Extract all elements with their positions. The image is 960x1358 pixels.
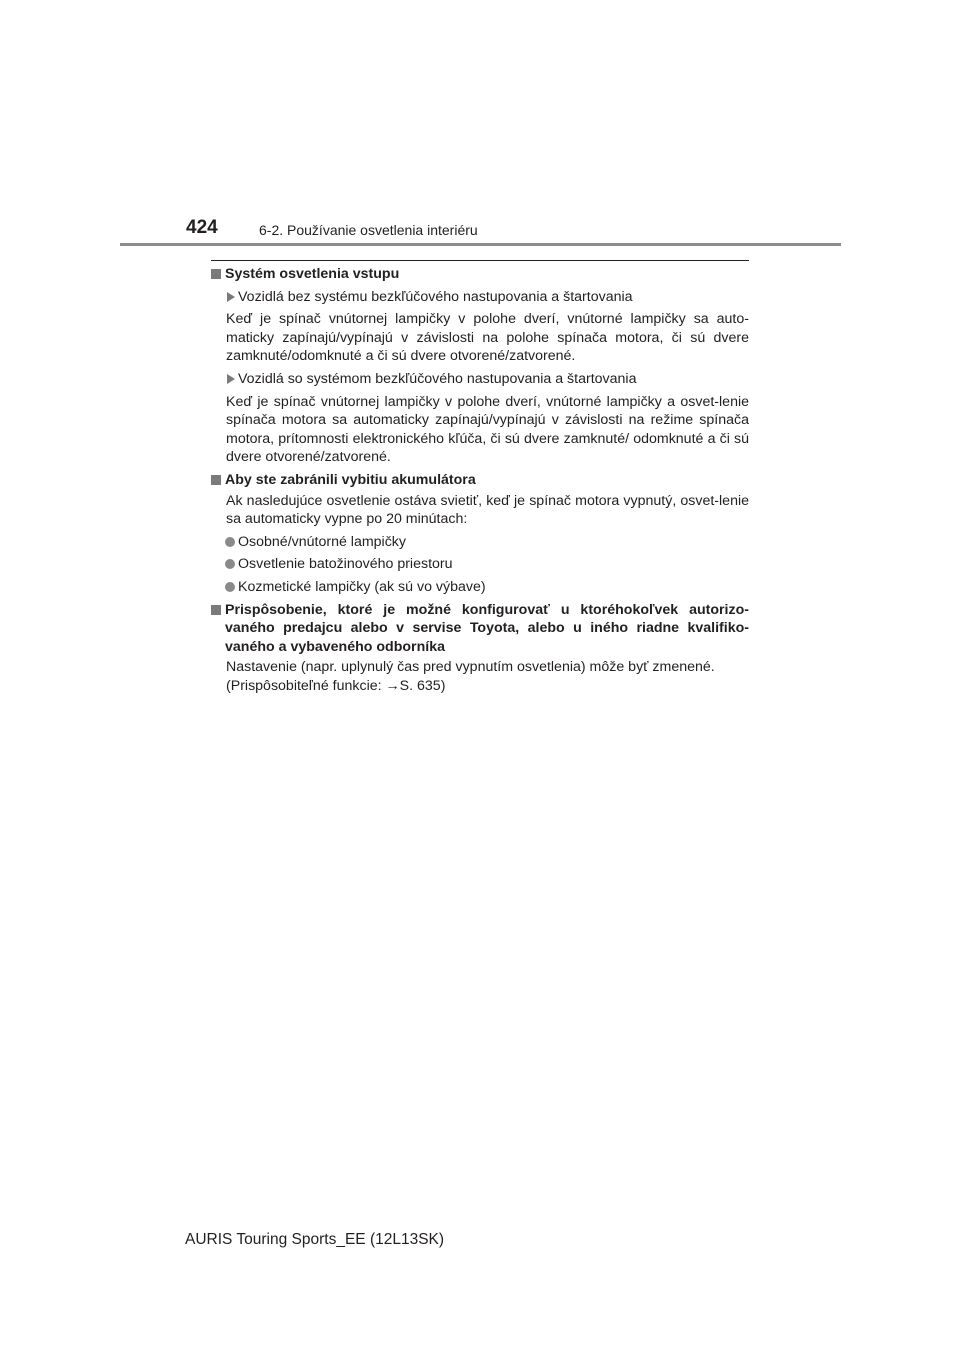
page-number: 424	[186, 217, 218, 238]
page-reference: (Prispôsobiteľné funkcie: →S. 635)	[226, 677, 446, 694]
section-rule	[211, 260, 749, 261]
square-bullet-icon	[211, 269, 221, 279]
subheading-text: Vozidlá so systémom bezkľúčového nastupovania a štartovania	[238, 370, 637, 387]
triangle-bullet-icon	[227, 374, 235, 384]
header-rule	[120, 243, 841, 246]
list-item	[211, 533, 749, 552]
section-heading	[211, 265, 749, 284]
paragraph: Keď je spínač vnútornej lampičky v polohe dverí, vnútorné lampičky sa auto-maticky zapínajú/vypínajú v závislosti na polohe spínača motora, či sú dvere zamknuté/odomknuté a či sú dvere otvorené/zatvorené.	[226, 311, 749, 365]
section-heading	[211, 601, 749, 657]
subheading-text: Vozidlá bez systému bezkľúčového nastupovania a štartovania	[238, 288, 633, 305]
heading-text: Systém osvetlenia vstupu	[225, 266, 400, 282]
circle-bullet-icon	[225, 582, 235, 592]
list-item-text: Osobné/vnútorné lampičky	[238, 533, 406, 550]
square-bullet-icon	[211, 605, 221, 615]
heading-text: Aby ste zabránili vybitiu akumulátora	[225, 471, 476, 488]
paragraph: Nastavenie (napr. uplynulý čas pred vypnutím osvetlenia) môže byť zmenené.	[226, 659, 715, 676]
triangle-bullet-icon	[227, 292, 235, 302]
paragraph: Ak nasledujúce osvetlenie ostáva svietiť, keď je spínač motora vypnutý, osvet-lenie sa automaticky vypne po 20 minútach:	[226, 492, 749, 528]
square-bullet-icon	[211, 475, 221, 485]
circle-bullet-icon	[225, 537, 235, 547]
footer-model: AURIS Touring Sports_EE (12L13SK)	[185, 1231, 445, 1248]
paragraph: Keď je spínač vnútornej lampičky v polohe dverí, vnútorné lampičky a osvet-lenie spínača motora sa automaticky zapínajú/vypínajú v závislosti na režime spínača motora, prítomnosti elektronického kľúča, či sú dvere zamknuté/ odomknuté a či sú dvere otvorené/zatvorené.	[226, 393, 749, 466]
circle-bullet-icon	[225, 559, 235, 569]
list-item	[211, 555, 749, 574]
list-item-text: Kozmetické lampičky (ak sú vo výbave)	[238, 578, 486, 595]
section-heading	[211, 471, 749, 490]
subheading	[211, 288, 749, 307]
chapter-title: 6-2. Používanie osvetlenia interiéru	[259, 222, 478, 238]
list-item	[211, 578, 749, 597]
list-item-text: Osvetlenie batožinového priestoru	[238, 556, 453, 573]
content-body	[211, 265, 749, 695]
subheading	[211, 370, 749, 389]
heading-text: Prispôsobenie, ktoré je možné konfigurovať u ktoréhokoľvek autorizo-vaného predajcu alebo v servise Toyota, alebo u iného riadne kvalifiko-vaného a vybaveného odborníka	[225, 601, 749, 655]
